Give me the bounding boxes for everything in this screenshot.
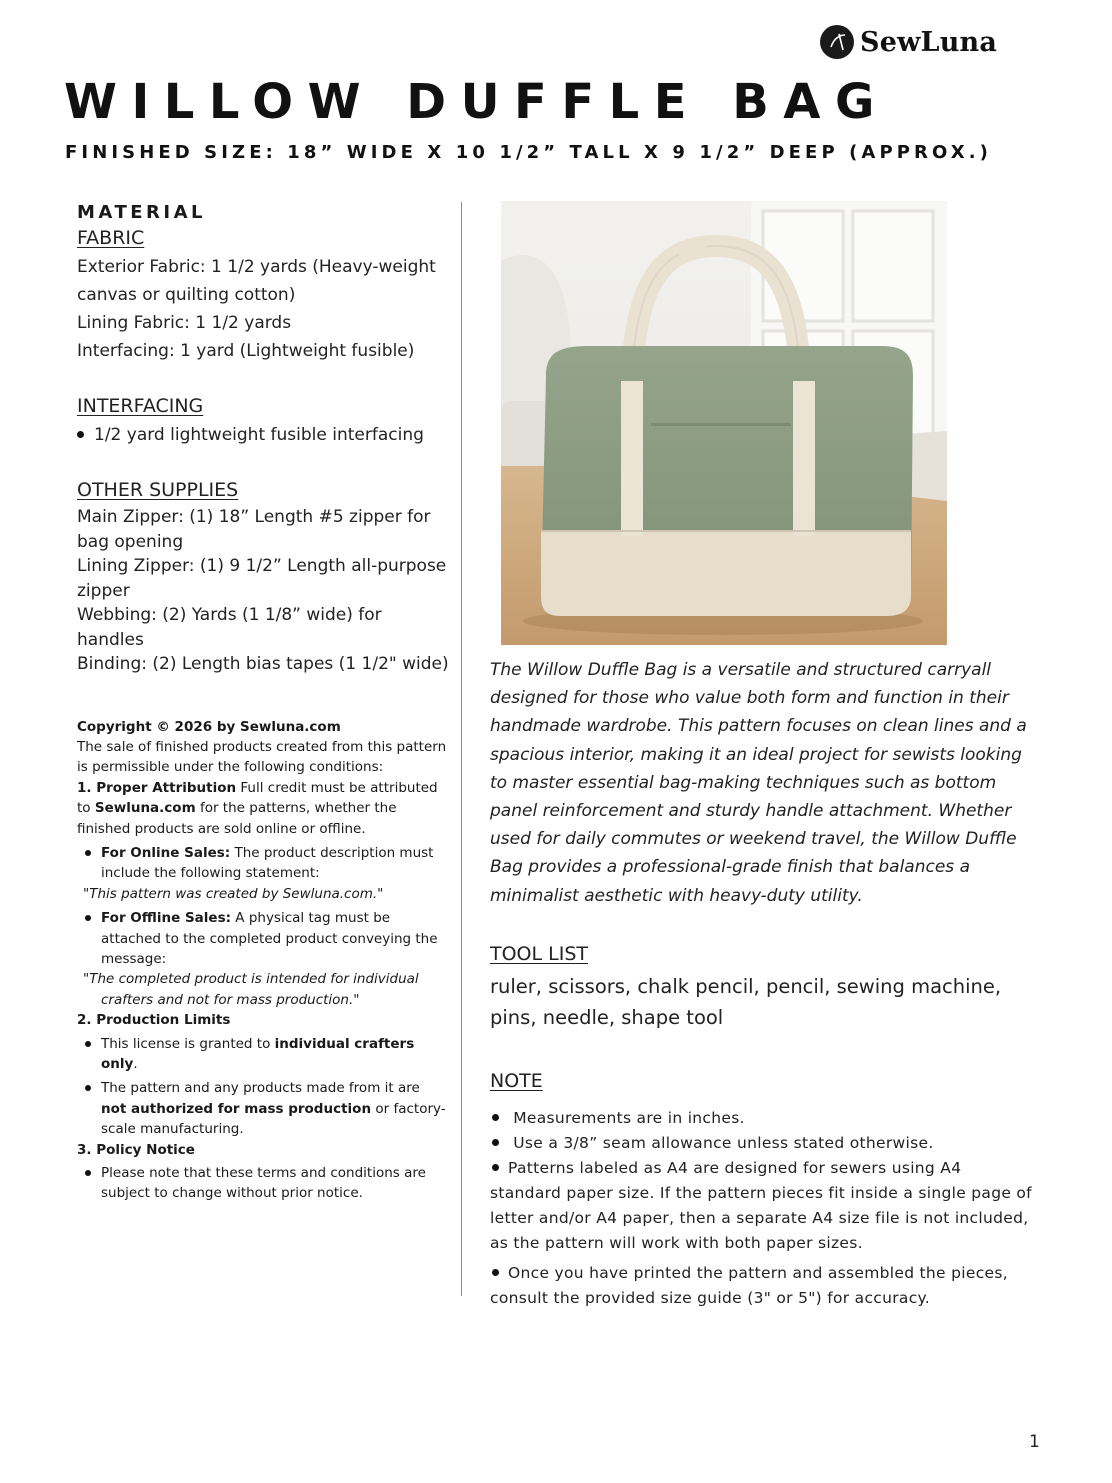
brand-name: SewLuna	[860, 26, 998, 58]
bullet-icon	[85, 850, 91, 856]
online-quote: "This pattern was created by Sewluna.com."	[83, 885, 384, 902]
fabric-line: Exterior Fabric: 1 1/2 yards (Heavy-weight canvas or quilting cotton)	[77, 257, 436, 305]
tool-list-heading: TOOL LIST	[490, 943, 588, 965]
note-item: Once you have printed the pattern and assembled the pieces, consult the provided size guide (3" or 5") for accuracy.	[490, 1264, 1008, 1307]
supply-line: Lining Zipper: (1) 9 1/2” Length all-purpose zipper	[77, 556, 447, 601]
policy-item: Please note that these terms and conditions are subject to change without prior notice.	[77, 1163, 449, 1204]
bullet-icon	[85, 915, 91, 921]
bullet-icon	[85, 1170, 91, 1176]
fabric-line: Lining Fabric: 1 1/2 yards	[77, 313, 292, 333]
supply-line: Binding: (2) Length bias tapes (1 1/2" wide)	[77, 654, 449, 674]
needle-moon-icon	[820, 25, 854, 59]
page-subtitle: FINISHED SIZE: 18” WIDE X 10 1/2” TALL X 9 1/2” DEEP (APPROX.)	[65, 142, 993, 163]
interfacing-item: 1/2 yard lightweight fusible interfacing	[77, 421, 449, 449]
materials-column	[77, 202, 449, 1204]
copyright-notice	[77, 717, 449, 1204]
mass-production-item: The pattern and any products made from it are not authorized for mass production or factory-scale manufacturing.	[77, 1078, 449, 1139]
material-heading: MATERIAL	[77, 202, 206, 223]
note-item: Measurements are in inches.	[490, 1106, 1035, 1131]
bullet-icon	[85, 1041, 91, 1047]
offline-sales-item: For Offline Sales: A physical tag must be attached to the completed product conveying the message:	[77, 908, 449, 969]
supply-line: Main Zipper: (1) 18” Length #5 zipper for bag opening	[77, 507, 431, 552]
bullet-icon	[492, 1269, 499, 1276]
column-divider	[461, 202, 462, 1296]
attribution-section: 1. Proper Attribution Full credit must be attributed to Sewluna.com for the patterns, whether the finished products are sold online or offline.	[77, 779, 438, 837]
note-item: Patterns labeled as A4 are designed for sewers using A4 standard paper size. If the pattern pieces fit inside a single page of letter and/or A4 paper, then a separate A4 size file is not included, as the pattern will work with both paper sizes.	[490, 1159, 1032, 1252]
note-list	[490, 1106, 1035, 1311]
note-item: Use a 3/8” seam allowance unless stated otherwise.	[490, 1131, 1035, 1156]
supply-line: Webbing: (2) Yards (1 1/8” wide) for handles	[77, 605, 382, 650]
interfacing-heading: INTERFACING	[77, 395, 204, 417]
product-photo	[501, 201, 947, 645]
copyright-heading: Copyright © 2026 by Sewluna.com	[77, 718, 341, 735]
offline-quote: "The completed product is intended for individual crafters and not for mass production."	[83, 971, 419, 1008]
other-supplies-heading: OTHER SUPPLIES	[77, 479, 239, 501]
brand-logo	[820, 22, 997, 62]
fabric-heading: FABRIC	[77, 227, 145, 249]
page-number: 1	[1029, 1432, 1040, 1452]
policy-notice-heading: 3. Policy Notice	[77, 1141, 195, 1158]
copyright-intro: The sale of finished products created from this pattern is permissible under the following conditions:	[77, 738, 447, 776]
bullet-icon	[77, 431, 84, 438]
bullet-icon	[85, 1085, 91, 1091]
bullet-icon	[492, 1114, 499, 1121]
online-sales-item: For Online Sales: The product description must include the following statement:	[77, 843, 449, 884]
production-limits-heading: 2. Production Limits	[77, 1012, 231, 1029]
page-title: WILLOW DUFFLE BAG	[64, 74, 889, 130]
tool-list-text: ruler, scissors, chalk pencil, pencil, sewing machine, pins, needle, shape tool	[490, 975, 1002, 1029]
bullet-icon	[492, 1139, 499, 1146]
fabric-line: Interfacing: 1 yard (Lightweight fusible)	[77, 341, 415, 361]
note-heading: NOTE	[490, 1070, 543, 1092]
product-description: The Willow Duffle Bag is a versatile and structured carryall designed for those who value both form and function in their handmade wardrobe. This pattern focuses on clean lines and a spacious interior, making it an ideal project for sewists looking to master essential bag-making techniques such as bottom panel reinforcement and sturdy handle attachment. Whether used for daily commutes or weekend travel, the Willow Duffle Bag provides a professional-grade finish that balances a minimalist aesthetic with heavy-duty utility.	[490, 660, 1027, 906]
license-item: This license is granted to individual crafters only.	[77, 1034, 449, 1075]
bullet-icon	[492, 1164, 499, 1171]
